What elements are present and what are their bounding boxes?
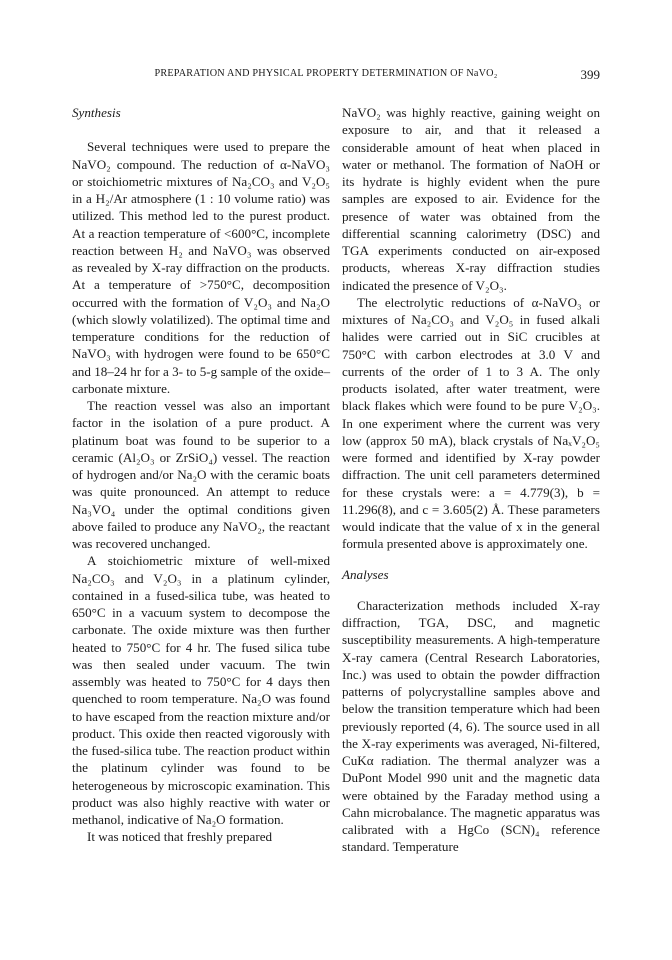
paragraph: The electrolytic reductions of α-NaVO₃ or mixtures of Na₂CO₃ and V₂O₅ in fused alkali halides were carried out in SiC crucibles at 750°C with carbon electrodes at 3.0 V and currents of the order of 1 to 3 A. The only products isolated, after water treatment, were black flakes which were found to be pure V₂O₃. In one experiment where the current was very low (approx 50 mA), black crystals of NaₓV₂O₅ were formed and identified by X-ray powder diffraction. The unit cell parameters determined for these crystals were: a = 4.779(3), b = 11.296(8), and c = 3.605(2) Å. These parameters would indicate that the value of x in the general formula presented above is approximately one. [342,294,600,552]
left-column [72,104,330,846]
page-number: 399 [580,67,600,82]
running-head: PREPARATION AND PHYSICAL PROPERTY DETERMINATION OF NaVO₂ [154,68,498,79]
section-heading-analyses: Analyses [342,566,389,582]
paragraph: The reaction vessel was also an important factor in the isolation of a pure product. A platinum boat was found to be superior to a ceramic (Al₂O₃ or ZrSiO₄) vessel. The reaction of hydrogen and/or Na₂O with the ceramic boats was quite pronounced. An attempt to reduce Na₃VO₄ under the optimal conditions given above failed to produce any NaVO₂, the reactant was recovered unchanged. [72,398,330,551]
paragraph: Characterization methods included X-ray diffraction, TGA, DSC, and magnetic susceptibility measurements. A high-temperature X-ray camera (Central Research Laboratories, Inc.) was used to obtain the powder diffraction patterns of polycrystalline samples above and below the transition temperature which had been previously reported (4, 6). The source used in all the X-ray experiments was averaged, Ni-filtered, CuKα radiation. The thermal analyzer was a DuPont Model 990 unit and the magnetic data were obtained by the Faraday method using a Cahn microbalance. The magnetic apparatus was calibrated with a HgCo (SCN)₄ reference standard. Temperature [342,597,600,855]
right-column [342,104,600,856]
paragraph: NaVO₂ was highly reactive, gaining weight on exposure to air, and that it released a considerable amount of heat when placed in water or methanol. The formation of NaOH or its hydrate is highly evident when the pure samples are exposed to air. Evidence for the presence of water was obtained from the differential scanning calorimetry (DSC) and TGA experiments conducted on air-exposed products, whereas X-ray diffraction studies indicated the presence of V₂O₃. [342,105,600,293]
paragraph: A stoichiometric mixture of well-mixed Na₂CO₃ and V₂O₃ in a platinum cylinder, contained in a fused-silica tube, was heated to 650°C in a vacuum system to decompose the carbonate. The oxide mixture was then further heated to 750°C for 4 hr. The fused silica tube was then sealed under vacuum. The twin assembly was heated to 750°C for 4 days then quenched to room temperature. Na₂O was found to have escaped from the reaction mixture and/or product. This oxide then reacted vigorously with the fused-silica tube. The reaction product within the platinum cylinder was found to be heterogeneous by microscopic examination. This product was also highly reactive with water or methanol, indicative of Na₂O formation. [72,553,330,827]
paragraph: Several techniques were used to prepare the NaVO₂ compound. The reduction of α-NaVO₃ or stoichiometric mixtures of Na₂CO₃ and V₂O₅ in a H₂/Ar atmosphere (1 : 10 volume ratio) was utilized. This method led to the purest product. At a reaction temperature of <600°C, incomplete reaction between H₂ and NaVO₃ was observed as revealed by X-ray diffraction on the products. At a temperature of >750°C, decomposition occurred with the formation of V₂O₃ and Na₂O (which slowly volatilized). The optimal time and temperature conditions for the reduction of NaVO₃ with hydrogen were found to be 650°C and 18–24 hr for a 3- to 5-g sample of the oxide–carbonate mixture. [72,139,330,396]
paragraph: It was noticed that freshly prepared [87,829,273,845]
page-header [74,68,600,88]
section-heading-synthesis: Synthesis [72,105,121,120]
